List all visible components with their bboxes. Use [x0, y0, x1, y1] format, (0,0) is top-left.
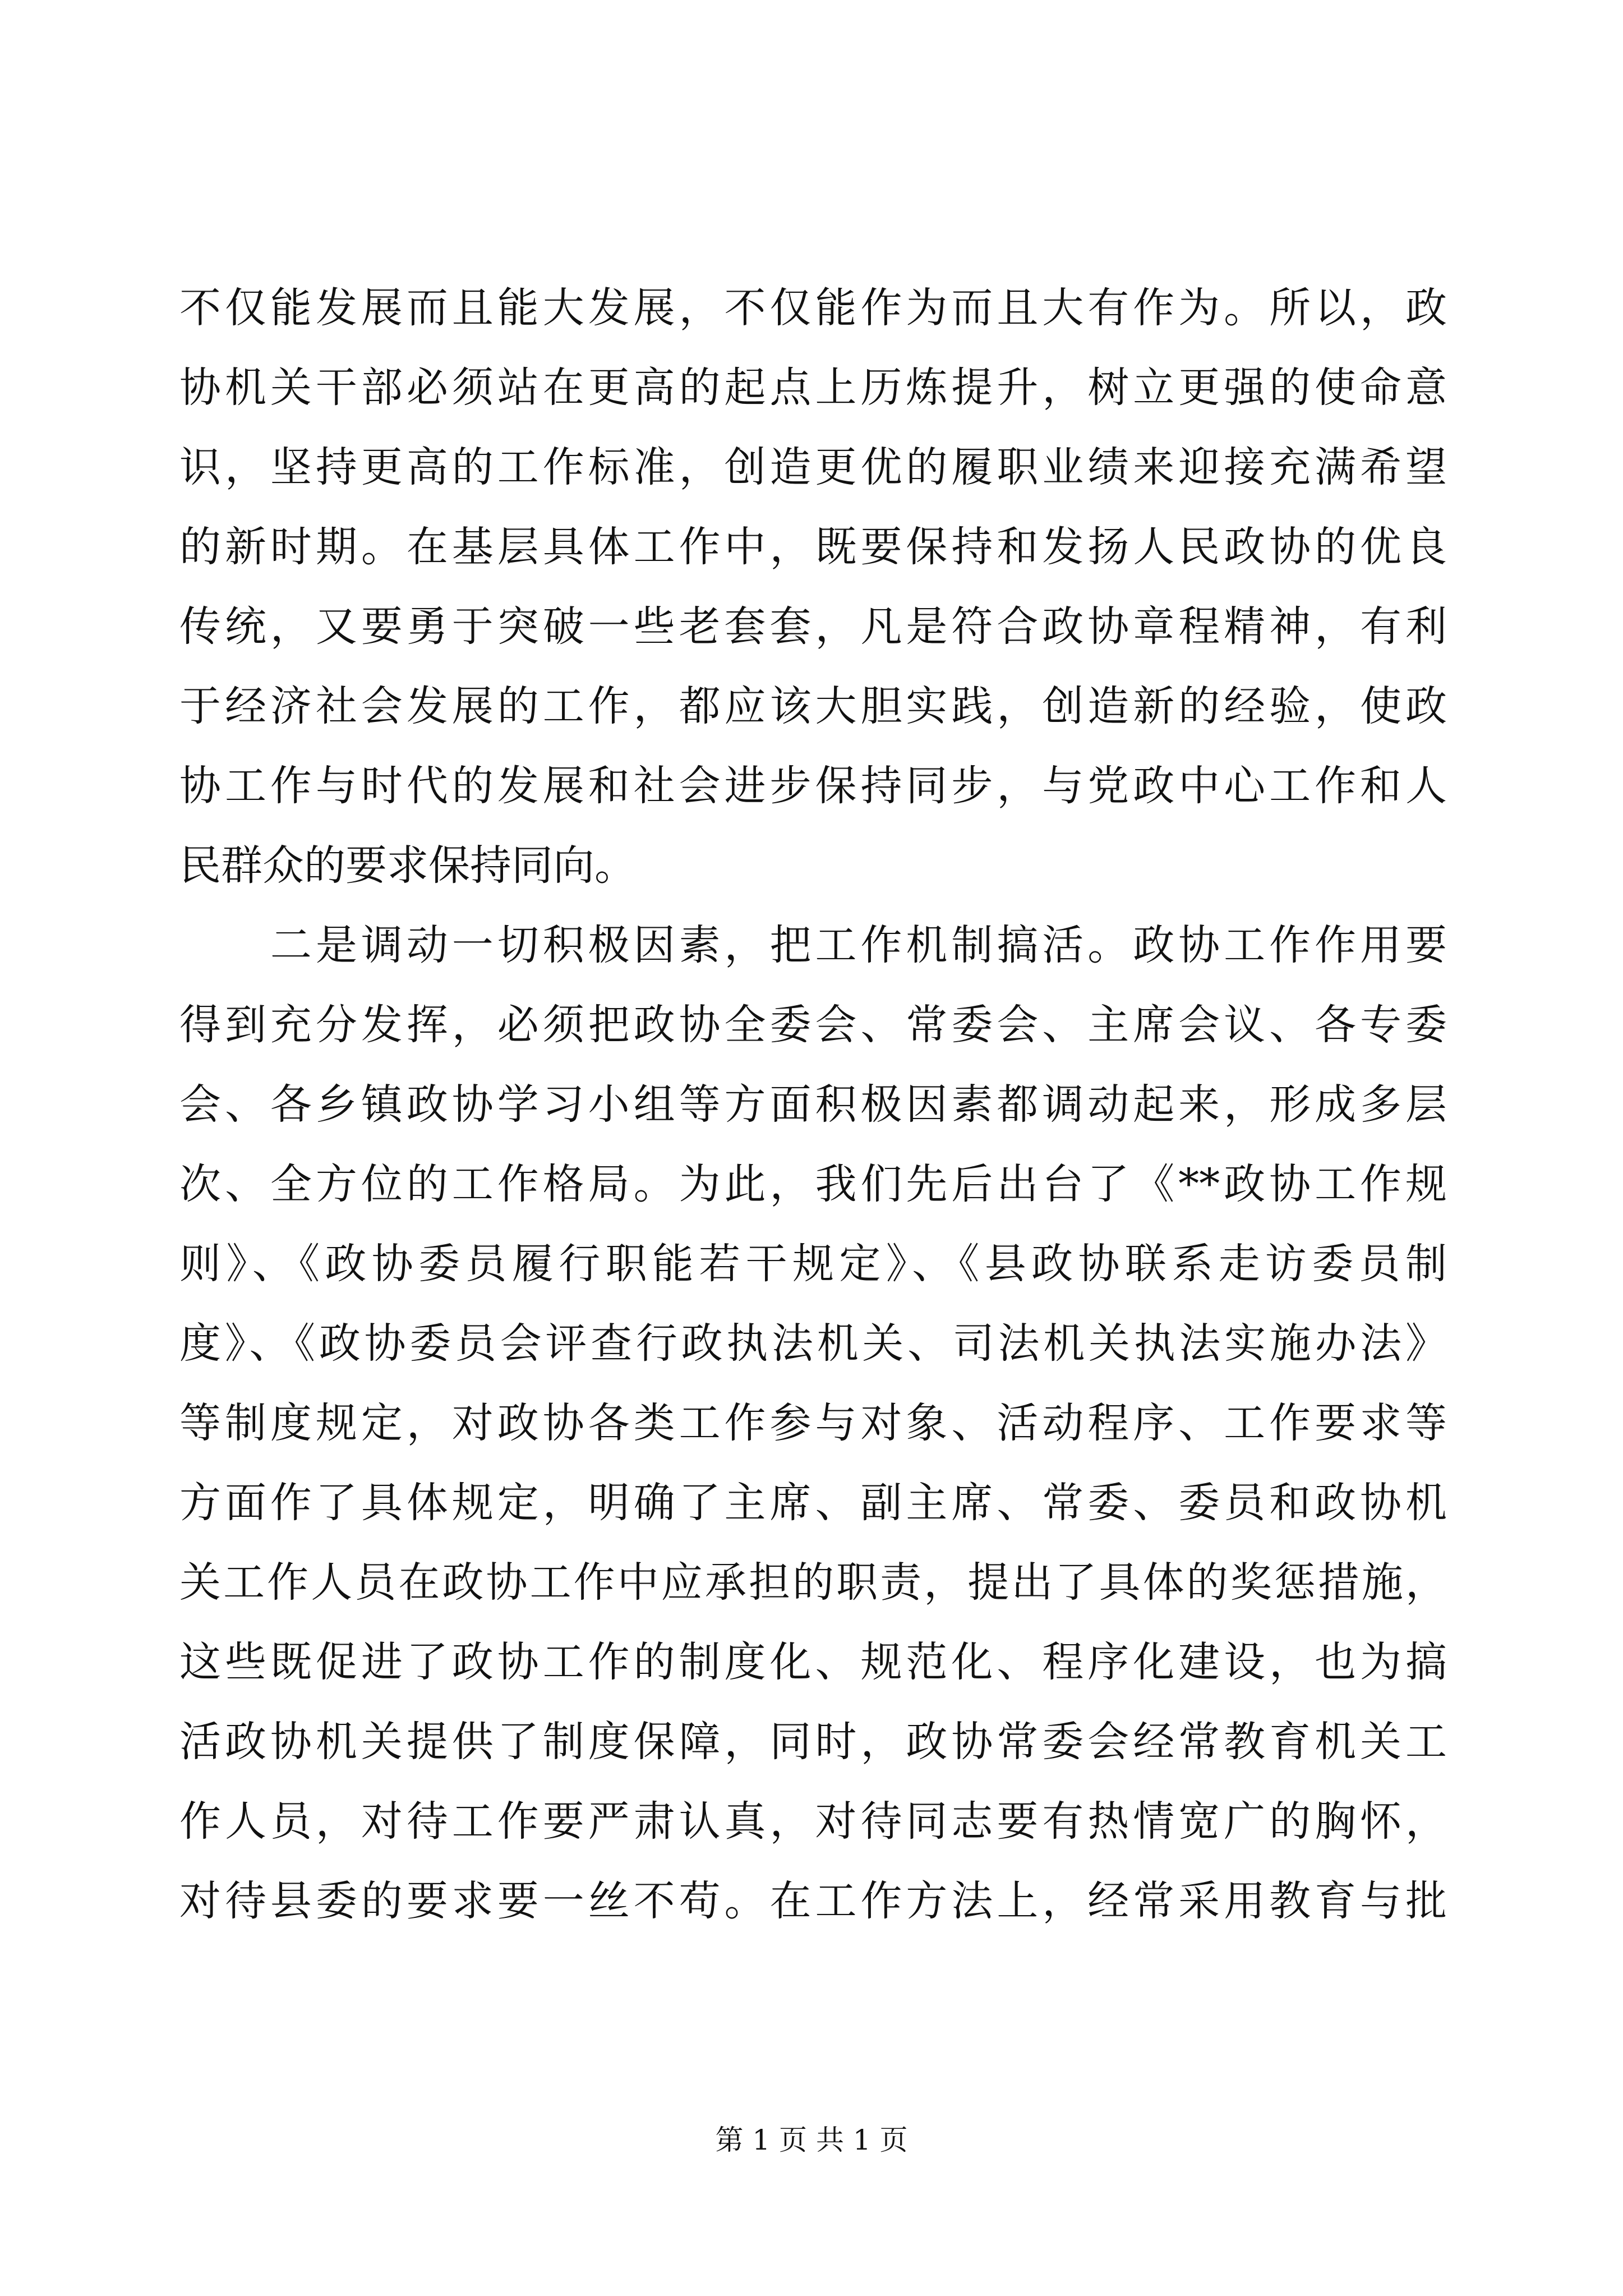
text-line: 协工作与时代的发展和社会进步保持同步，与党政中心工作和人	[179, 762, 1447, 810]
text-line: 次、全方位的工作格局。为此，我们先后出台了《**政协工作规	[179, 1160, 1447, 1208]
text-line: 民群众的要求保持同向。	[179, 841, 636, 890]
text-line: 作人员，对待工作要严肃认真，对待同志要有热情宽广的胸怀，	[179, 1797, 1447, 1846]
text-line: 活政协机关提供了制度保障，同时，政协常委会经常教育机关工	[179, 1718, 1447, 1766]
text-line: 传统，又要勇于突破一些老套套，凡是符合政协章程精神，有利	[179, 602, 1447, 651]
text-line: 对待县委的要求要一丝不苟。在工作方法上，经常采用教育与批	[179, 1877, 1447, 1925]
page-footer: 第 1 页 共 1 页	[715, 2124, 908, 2156]
text-line: 这些既促进了政协工作的制度化、规范化、程序化建设，也为搞	[179, 1638, 1447, 1686]
text-line: 关工作人员在政协工作中应承担的职责，提出了具体的奖惩措施，	[179, 1558, 1447, 1607]
text-line: 于经济社会发展的工作，都应该大胆实践，创造新的经验，使政	[179, 682, 1447, 730]
text-line: 得到充分发挥，必须把政协全委会、常委会、主席会议、各专委	[179, 1001, 1447, 1049]
text-line: 方面作了具体规定，明确了主席、副主席、常委、委员和政协机	[179, 1479, 1447, 1527]
text-line: 则》、《政协委员履行职能若干规定》、《县政协联系走访委员制	[179, 1240, 1447, 1288]
text-line: 等制度规定，对政协各类工作参与对象、活动程序、工作要求等	[179, 1399, 1447, 1447]
body-text	[179, 268, 1447, 1941]
text-line: 会、各乡镇政协学习小组等方面积极因素都调动起来，形成多层	[179, 1080, 1447, 1129]
text-line: 协机关干部必须站在更高的起点上历炼提升，树立更强的使命意	[179, 364, 1447, 412]
text-line: 的新时期。在基层具体工作中，既要保持和发扬人民政协的优良	[179, 523, 1447, 571]
text-line: 识，坚持更高的工作标准，创造更优的履职业绩来迎接充满希望	[179, 443, 1447, 491]
text-line: 不仅能发展而且能大发展，不仅能作为而且大有作为。所以，政	[179, 284, 1447, 332]
text-line: 度》、《政协委员会评查行政执法机关、司法机关执法实施办法》	[179, 1319, 1447, 1368]
text-line: 二是调动一切积极因素，把工作机制搞活。政协工作作用要	[179, 921, 1447, 969]
